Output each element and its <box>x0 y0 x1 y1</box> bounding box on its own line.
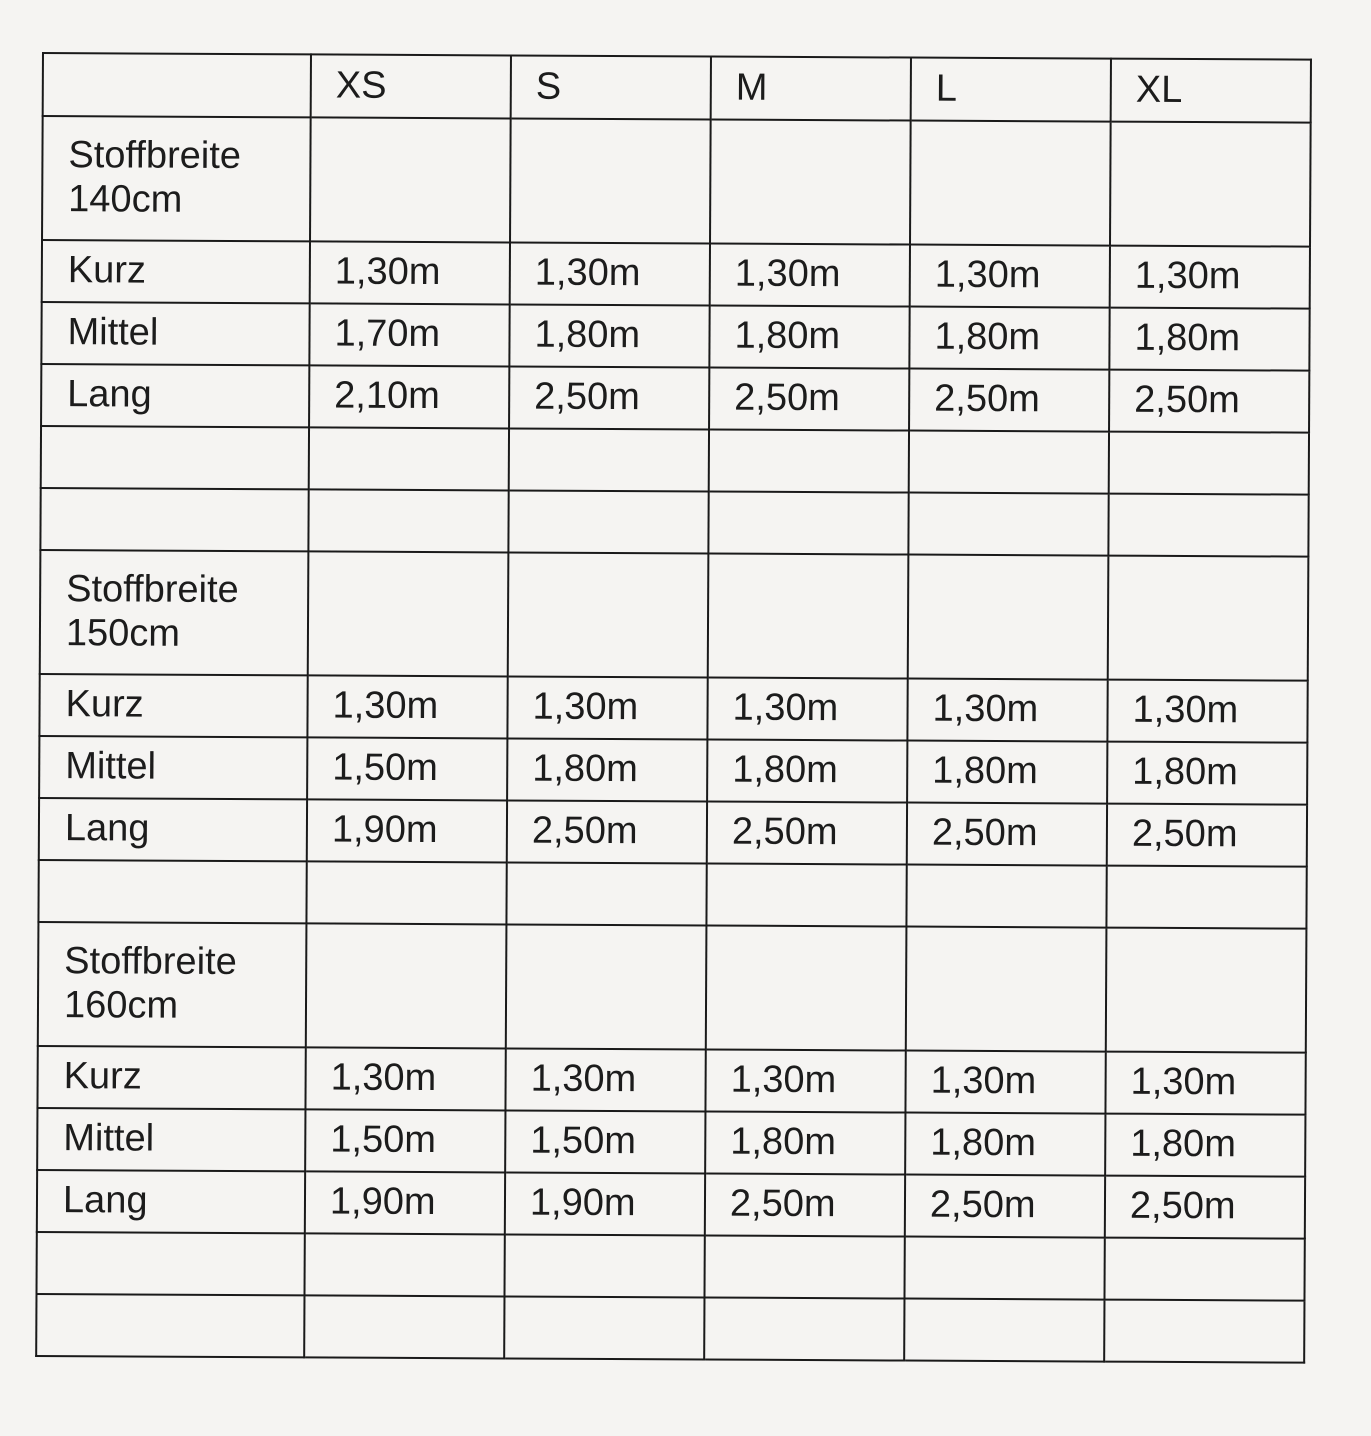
value-cell: 1,80m <box>905 1113 1105 1176</box>
empty-cell <box>36 1232 304 1295</box>
section-title-line1: Stoffbreite <box>68 134 242 178</box>
empty-cell <box>1104 1238 1304 1301</box>
value-cell: 1,50m <box>307 737 507 800</box>
row-label: Mittel <box>41 302 309 365</box>
table-row <box>41 364 1309 433</box>
empty-cell <box>508 490 708 553</box>
empty-cell <box>908 493 1108 556</box>
value-cell: 2,50m <box>905 1175 1105 1238</box>
empty-row <box>41 426 1309 495</box>
empty-cell <box>40 488 308 551</box>
section-title-row <box>40 550 1309 681</box>
table-row <box>41 302 1309 371</box>
value-cell: 2,50m <box>907 803 1107 866</box>
value-cell: 1,50m <box>305 1109 505 1172</box>
row-label: Lang <box>41 364 309 427</box>
value-cell: 1,80m <box>907 741 1107 804</box>
table-row <box>37 1170 1305 1239</box>
empty-cell <box>309 427 509 490</box>
empty-cell <box>910 121 1111 246</box>
empty-cell <box>710 120 911 245</box>
empty-cell <box>304 1295 504 1358</box>
header-row <box>43 53 1311 123</box>
value-cell: 1,80m <box>707 739 907 802</box>
empty-cell <box>504 1296 704 1359</box>
empty-cell <box>704 1235 904 1298</box>
empty-cell <box>306 861 506 924</box>
row-label: Kurz <box>39 674 307 737</box>
empty-cell <box>909 431 1109 494</box>
empty-row <box>36 1294 1304 1363</box>
section-title-140 <box>42 116 311 241</box>
empty-cell <box>708 553 909 678</box>
value-cell: 1,80m <box>507 738 707 801</box>
value-cell: 1,80m <box>1107 742 1307 805</box>
value-cell: 1,30m <box>510 242 710 305</box>
value-cell: 1,30m <box>505 1048 705 1111</box>
empty-cell <box>304 1233 504 1296</box>
value-cell: 1,50m <box>505 1110 705 1173</box>
empty-cell <box>508 552 709 677</box>
empty-cell <box>906 865 1106 928</box>
empty-cell <box>1104 1300 1304 1363</box>
value-cell: 2,50m <box>1109 370 1309 433</box>
size-header-m: M <box>711 57 911 121</box>
empty-cell <box>36 1294 304 1357</box>
empty-cell <box>908 555 1109 680</box>
empty-cell <box>1106 866 1306 929</box>
empty-cell <box>1108 556 1309 681</box>
value-cell: 1,30m <box>907 679 1107 742</box>
section-title-line1: Stoffbreite <box>66 568 239 612</box>
value-cell: 1,30m <box>307 675 507 738</box>
table-row <box>39 736 1307 805</box>
empty-cell <box>308 489 508 552</box>
empty-cell <box>308 551 509 676</box>
value-cell: 1,80m <box>909 307 1109 370</box>
value-cell: 2,50m <box>1107 804 1307 867</box>
empty-cell <box>1109 432 1309 495</box>
value-cell: 2,50m <box>707 801 907 864</box>
empty-cell <box>706 925 907 1050</box>
value-cell: 1,90m <box>505 1172 705 1235</box>
empty-cell <box>1110 122 1311 247</box>
section-title-line2: 150cm <box>65 612 181 655</box>
empty-cell <box>509 428 709 491</box>
value-cell: 1,80m <box>1109 308 1309 371</box>
section-title-line2: 140cm <box>68 178 183 221</box>
size-header-s: S <box>511 55 711 119</box>
empty-cell <box>904 1299 1104 1362</box>
value-cell: 1,30m <box>310 241 510 304</box>
row-label: Lang <box>39 798 307 861</box>
empty-cell <box>1106 928 1307 1053</box>
empty-cell <box>709 429 909 492</box>
value-cell: 1,30m <box>507 676 707 739</box>
section-title-160 <box>38 922 307 1047</box>
row-label: Mittel <box>37 1108 305 1171</box>
row-label: Kurz <box>42 240 310 303</box>
size-header-l: L <box>911 58 1111 122</box>
value-cell: 1,30m <box>705 1049 905 1112</box>
value-cell: 1,30m <box>905 1051 1105 1114</box>
table-row <box>37 1108 1305 1177</box>
empty-cell <box>704 1297 904 1360</box>
empty-cell <box>706 863 906 926</box>
empty-cell <box>906 927 1107 1052</box>
value-cell: 2,50m <box>909 369 1109 432</box>
value-cell: 1,30m <box>910 245 1110 308</box>
empty-row <box>38 860 1306 929</box>
value-cell: 1,90m <box>305 1171 505 1234</box>
fabric-requirements-table <box>35 52 1312 1364</box>
empty-cell <box>310 117 511 242</box>
empty-cell <box>506 924 707 1049</box>
value-cell: 2,50m <box>1105 1176 1305 1239</box>
table-row <box>39 798 1307 867</box>
row-label: Mittel <box>39 736 307 799</box>
value-cell: 1,30m <box>305 1047 505 1110</box>
empty-row <box>40 488 1308 557</box>
section-title-row <box>42 116 1311 247</box>
section-title-150 <box>40 550 309 675</box>
empty-row <box>36 1232 1304 1301</box>
value-cell: 2,10m <box>309 365 509 428</box>
section-title-row <box>38 922 1307 1053</box>
value-cell: 1,70m <box>309 303 509 366</box>
value-cell: 1,80m <box>705 1111 905 1174</box>
value-cell: 1,30m <box>707 677 907 740</box>
size-header-xs: XS <box>311 54 511 118</box>
row-label: Kurz <box>37 1046 305 1109</box>
value-cell: 1,80m <box>709 305 909 368</box>
value-cell: 2,50m <box>509 366 709 429</box>
value-cell: 1,80m <box>509 304 709 367</box>
size-header-xl: XL <box>1111 59 1311 123</box>
empty-cell <box>504 1234 704 1297</box>
value-cell: 1,30m <box>1107 680 1307 743</box>
empty-cell <box>306 923 507 1048</box>
value-cell: 2,50m <box>705 1173 905 1236</box>
empty-cell <box>904 1237 1104 1300</box>
value-cell: 1,30m <box>1105 1052 1305 1115</box>
table-row <box>39 674 1307 743</box>
table-row <box>42 240 1310 309</box>
value-cell: 1,80m <box>1105 1114 1305 1177</box>
header-corner-cell <box>43 53 311 117</box>
row-label: Lang <box>37 1170 305 1233</box>
empty-cell <box>510 118 711 243</box>
table-row <box>37 1046 1305 1115</box>
value-cell: 2,50m <box>709 367 909 430</box>
value-cell: 1,30m <box>1110 246 1310 309</box>
section-title-line2: 160cm <box>63 984 179 1027</box>
value-cell: 1,30m <box>710 244 910 307</box>
empty-cell <box>38 860 306 923</box>
empty-cell <box>41 426 309 489</box>
value-cell: 1,90m <box>307 799 507 862</box>
value-cell: 2,50m <box>507 800 707 863</box>
empty-cell <box>708 491 908 554</box>
empty-cell <box>1108 494 1308 557</box>
section-title-line1: Stoffbreite <box>64 940 237 984</box>
empty-cell <box>506 862 706 925</box>
